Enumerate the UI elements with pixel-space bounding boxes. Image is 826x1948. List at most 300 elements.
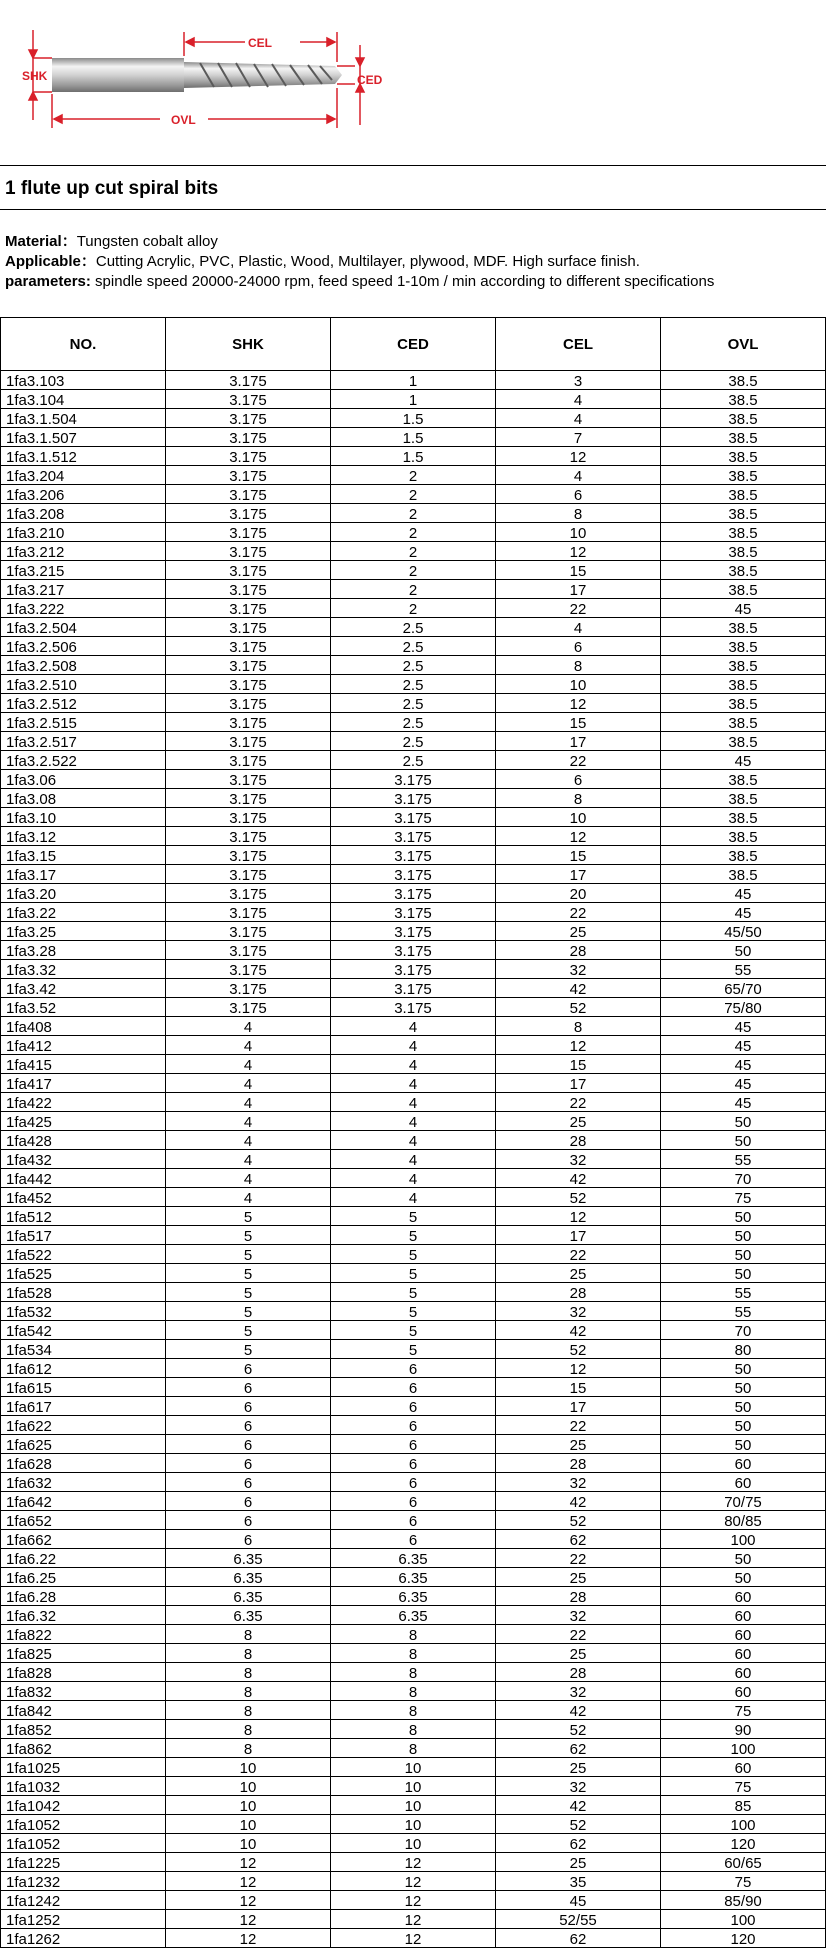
cell-no: 1fa612 [1, 1359, 166, 1378]
cell-ovl: 80 [661, 1340, 826, 1359]
header-ced: CED [331, 318, 496, 371]
table-row [1, 941, 826, 960]
table-row [1, 1568, 826, 1587]
cell-no: 1fa1052 [1, 1815, 166, 1834]
table-row [1, 903, 826, 922]
cell-cel: 12 [496, 694, 661, 713]
cell-no: 1fa825 [1, 1644, 166, 1663]
cell-no: 1fa1052 [1, 1834, 166, 1853]
table-row [1, 732, 826, 751]
cell-no: 1fa1232 [1, 1872, 166, 1891]
cell-cel: 62 [496, 1530, 661, 1549]
table-row [1, 485, 826, 504]
cell-ovl: 100 [661, 1530, 826, 1549]
cell-no: 1fa652 [1, 1511, 166, 1530]
cell-ovl: 60 [661, 1682, 826, 1701]
cell-no: 1fa422 [1, 1093, 166, 1112]
cell-no: 1fa3.2.508 [1, 656, 166, 675]
material-value: Tungsten cobalt alloy [76, 233, 218, 250]
cell-cel: 17 [496, 732, 661, 751]
cell-shk: 6 [166, 1473, 331, 1492]
cell-ced: 12 [331, 1853, 496, 1872]
cell-ovl: 38.5 [661, 466, 826, 485]
cell-shk: 8 [166, 1739, 331, 1758]
cell-no: 1fa6.32 [1, 1606, 166, 1625]
cell-no: 1fa615 [1, 1378, 166, 1397]
cell-ovl: 38.5 [661, 637, 826, 656]
cell-ovl: 85 [661, 1796, 826, 1815]
table-row [1, 979, 826, 998]
cell-cel: 22 [496, 1245, 661, 1264]
table-row [1, 1815, 826, 1834]
cell-no: 1fa528 [1, 1283, 166, 1302]
cell-ovl: 75/80 [661, 998, 826, 1017]
cell-shk: 3.175 [166, 390, 331, 409]
table-row [1, 542, 826, 561]
cell-shk: 4 [166, 1188, 331, 1207]
cell-cel: 22 [496, 1549, 661, 1568]
cell-shk: 8 [166, 1720, 331, 1739]
table-row [1, 694, 826, 713]
table-row [1, 1758, 826, 1777]
cell-ced: 2 [331, 599, 496, 618]
cell-cel: 4 [496, 466, 661, 485]
table-row [1, 884, 826, 903]
cell-cel: 42 [496, 1321, 661, 1340]
table-row [1, 1378, 826, 1397]
cell-shk: 8 [166, 1644, 331, 1663]
cell-ced: 10 [331, 1834, 496, 1853]
cell-ced: 12 [331, 1929, 496, 1948]
cell-no: 1fa432 [1, 1150, 166, 1169]
cell-shk: 3.175 [166, 542, 331, 561]
cell-ced: 4 [331, 1150, 496, 1169]
cell-cel: 32 [496, 960, 661, 979]
cell-no: 1fa3.10 [1, 808, 166, 827]
cell-cel: 52 [496, 998, 661, 1017]
cell-shk: 5 [166, 1283, 331, 1302]
cell-cel: 10 [496, 675, 661, 694]
cell-no: 1fa3.28 [1, 941, 166, 960]
cell-shk: 6 [166, 1530, 331, 1549]
cell-ced: 12 [331, 1872, 496, 1891]
cell-cel: 32 [496, 1150, 661, 1169]
table-row [1, 523, 826, 542]
cell-ced: 4 [331, 1074, 496, 1093]
cell-cel: 6 [496, 770, 661, 789]
cell-no: 1fa6.28 [1, 1587, 166, 1606]
cell-no: 1fa842 [1, 1701, 166, 1720]
table-row [1, 504, 826, 523]
cell-cel: 4 [496, 618, 661, 637]
cell-ced: 3.175 [331, 827, 496, 846]
cell-ced: 2.5 [331, 732, 496, 751]
cell-shk: 6 [166, 1511, 331, 1530]
cell-ovl: 60/65 [661, 1853, 826, 1872]
cell-shk: 5 [166, 1321, 331, 1340]
cell-cel: 12 [496, 1036, 661, 1055]
table-row [1, 447, 826, 466]
material-line [5, 232, 714, 252]
cell-no: 1fa452 [1, 1188, 166, 1207]
table-row [1, 1739, 826, 1758]
cell-ovl: 60 [661, 1625, 826, 1644]
cell-ced: 3.175 [331, 960, 496, 979]
cell-ced: 3.175 [331, 998, 496, 1017]
cell-cel: 7 [496, 428, 661, 447]
cell-ovl: 50 [661, 1416, 826, 1435]
cell-cel: 25 [496, 1568, 661, 1587]
table-row [1, 1777, 826, 1796]
cell-ovl: 100 [661, 1910, 826, 1929]
cell-no: 1fa442 [1, 1169, 166, 1188]
cell-ced: 4 [331, 1093, 496, 1112]
cell-shk: 3.175 [166, 618, 331, 637]
cell-shk: 4 [166, 1093, 331, 1112]
cell-shk: 6.35 [166, 1568, 331, 1587]
parameters-label: parameters: [5, 273, 91, 290]
cell-ovl: 38.5 [661, 542, 826, 561]
cell-shk: 8 [166, 1682, 331, 1701]
cell-shk: 3.175 [166, 675, 331, 694]
cell-no: 1fa622 [1, 1416, 166, 1435]
cell-no: 1fa3.2.512 [1, 694, 166, 713]
table-row [1, 1929, 826, 1948]
cell-cel: 22 [496, 751, 661, 770]
parameters-value: spindle speed 20000-24000 rpm, feed speed 1-10m / min according to different specifications [90, 273, 715, 290]
cell-shk: 3.175 [166, 561, 331, 580]
cell-ced: 6 [331, 1378, 496, 1397]
cell-ovl: 50 [661, 941, 826, 960]
cell-cel: 4 [496, 409, 661, 428]
cell-shk: 3.175 [166, 504, 331, 523]
cell-no: 1fa832 [1, 1682, 166, 1701]
cell-ced: 6 [331, 1530, 496, 1549]
cell-no: 1fa828 [1, 1663, 166, 1682]
cell-no: 1fa3.217 [1, 580, 166, 599]
cell-ovl: 38.5 [661, 675, 826, 694]
cell-shk: 6.35 [166, 1606, 331, 1625]
cell-no: 1fa3.1.512 [1, 447, 166, 466]
cell-ced: 3.175 [331, 865, 496, 884]
header-shk: SHK [166, 318, 331, 371]
cell-ced: 4 [331, 1169, 496, 1188]
table-row [1, 1853, 826, 1872]
cell-cel: 3 [496, 371, 661, 390]
cell-cel: 32 [496, 1473, 661, 1492]
cell-shk: 5 [166, 1207, 331, 1226]
table-row [1, 1701, 826, 1720]
cell-cel: 62 [496, 1929, 661, 1948]
cell-ced: 3.175 [331, 884, 496, 903]
cell-cel: 28 [496, 1283, 661, 1302]
table-row [1, 1264, 826, 1283]
cell-no: 1fa3.20 [1, 884, 166, 903]
cell-cel: 8 [496, 504, 661, 523]
cell-cel: 28 [496, 1587, 661, 1606]
cell-shk: 4 [166, 1150, 331, 1169]
cell-no: 1fa3.222 [1, 599, 166, 618]
table-row [1, 1549, 826, 1568]
cel-label: CEL [248, 36, 272, 50]
cell-cel: 62 [496, 1834, 661, 1853]
cell-no: 1fa542 [1, 1321, 166, 1340]
table-row [1, 1093, 826, 1112]
cell-ced: 2.5 [331, 694, 496, 713]
applicable-value: Cutting Acrylic, PVC, Plastic, Wood, Multilayer, plywood, MDF. High surface finish. [95, 253, 640, 270]
cell-shk: 3.175 [166, 865, 331, 884]
table-row [1, 1796, 826, 1815]
table-row [1, 1397, 826, 1416]
cell-ovl: 38.5 [661, 485, 826, 504]
cell-no: 1fa1225 [1, 1853, 166, 1872]
cell-ced: 5 [331, 1226, 496, 1245]
cell-ovl: 45 [661, 1093, 826, 1112]
cell-shk: 6.35 [166, 1587, 331, 1606]
cell-cel: 25 [496, 1264, 661, 1283]
cell-shk: 3.175 [166, 808, 331, 827]
cell-shk: 3.175 [166, 941, 331, 960]
cell-no: 1fa415 [1, 1055, 166, 1074]
cell-no: 1fa3.2.510 [1, 675, 166, 694]
cell-ovl: 50 [661, 1112, 826, 1131]
cell-no: 1fa522 [1, 1245, 166, 1264]
cell-ced: 10 [331, 1815, 496, 1834]
table-row [1, 1872, 826, 1891]
cell-shk: 3.175 [166, 713, 331, 732]
cell-no: 1fa6.22 [1, 1549, 166, 1568]
cell-cel: 6 [496, 637, 661, 656]
table-row [1, 1511, 826, 1530]
spec-table-body [1, 371, 826, 1948]
table-row [1, 1150, 826, 1169]
table-row [1, 1112, 826, 1131]
cell-shk: 5 [166, 1264, 331, 1283]
shk-label: SHK [22, 69, 48, 83]
cell-no: 1fa617 [1, 1397, 166, 1416]
cell-ovl: 38.5 [661, 428, 826, 447]
cell-ced: 10 [331, 1777, 496, 1796]
title-bar [0, 165, 826, 210]
cell-cel: 32 [496, 1777, 661, 1796]
cell-no: 1fa3.1.504 [1, 409, 166, 428]
table-row [1, 960, 826, 979]
cell-cel: 15 [496, 1378, 661, 1397]
cell-ced: 5 [331, 1283, 496, 1302]
cell-no: 1fa852 [1, 1720, 166, 1739]
cell-no: 1fa1242 [1, 1891, 166, 1910]
cell-shk: 12 [166, 1910, 331, 1929]
table-row [1, 675, 826, 694]
spec-table [0, 317, 826, 1948]
cell-ovl: 38.5 [661, 827, 826, 846]
cell-shk: 3.175 [166, 466, 331, 485]
cell-ced: 8 [331, 1720, 496, 1739]
cell-no: 1fa3.08 [1, 789, 166, 808]
cell-ced: 3.175 [331, 770, 496, 789]
cell-cel: 25 [496, 922, 661, 941]
cell-ovl: 38.5 [661, 732, 826, 751]
cell-ced: 6 [331, 1511, 496, 1530]
cell-no: 1fa628 [1, 1454, 166, 1473]
cell-ced: 3.175 [331, 922, 496, 941]
cell-shk: 3.175 [166, 656, 331, 675]
cell-ced: 8 [331, 1625, 496, 1644]
ced-label: CED [357, 73, 383, 87]
cell-ced: 2 [331, 580, 496, 599]
cell-no: 1fa3.17 [1, 865, 166, 884]
cell-ced: 4 [331, 1055, 496, 1074]
cell-ovl: 50 [661, 1359, 826, 1378]
cell-cel: 15 [496, 1055, 661, 1074]
cell-shk: 3.175 [166, 409, 331, 428]
spec-table-header [1, 318, 826, 371]
cell-shk: 10 [166, 1777, 331, 1796]
cell-ced: 6 [331, 1397, 496, 1416]
parameters-line [5, 272, 714, 292]
cell-ced: 6.35 [331, 1549, 496, 1568]
cell-shk: 8 [166, 1663, 331, 1682]
table-row [1, 1074, 826, 1093]
cell-ced: 8 [331, 1701, 496, 1720]
cell-cel: 12 [496, 542, 661, 561]
cell-cel: 8 [496, 1017, 661, 1036]
cell-ced: 2 [331, 523, 496, 542]
cell-ovl: 38.5 [661, 390, 826, 409]
cell-ced: 1.5 [331, 409, 496, 428]
cell-no: 1fa3.06 [1, 770, 166, 789]
cell-shk: 3.175 [166, 846, 331, 865]
cell-no: 1fa417 [1, 1074, 166, 1093]
cell-no: 1fa632 [1, 1473, 166, 1492]
cell-shk: 4 [166, 1131, 331, 1150]
cell-ced: 4 [331, 1131, 496, 1150]
cell-ced: 10 [331, 1796, 496, 1815]
cell-ced: 2.5 [331, 618, 496, 637]
cell-no: 1fa3.22 [1, 903, 166, 922]
table-row [1, 1834, 826, 1853]
table-row [1, 1188, 826, 1207]
cell-shk: 5 [166, 1302, 331, 1321]
cell-shk: 3.175 [166, 922, 331, 941]
cell-ced: 1 [331, 390, 496, 409]
cell-shk: 3.175 [166, 789, 331, 808]
cell-no: 1fa3.210 [1, 523, 166, 542]
cell-ced: 5 [331, 1264, 496, 1283]
cell-shk: 3.175 [166, 903, 331, 922]
table-row [1, 1720, 826, 1739]
cell-shk: 3.175 [166, 770, 331, 789]
cell-ovl: 38.5 [661, 523, 826, 542]
cell-shk: 4 [166, 1017, 331, 1036]
bit-shank [52, 58, 184, 92]
cell-cel: 10 [496, 808, 661, 827]
cell-ced: 3.175 [331, 846, 496, 865]
cell-no: 1fa428 [1, 1131, 166, 1150]
cell-no: 1fa3.1.507 [1, 428, 166, 447]
cell-cel: 28 [496, 1131, 661, 1150]
table-row [1, 808, 826, 827]
cell-ced: 3.175 [331, 903, 496, 922]
table-row [1, 922, 826, 941]
cell-ced: 2 [331, 542, 496, 561]
cell-cel: 15 [496, 846, 661, 865]
cell-shk: 3.175 [166, 751, 331, 770]
cell-ced: 6 [331, 1492, 496, 1511]
end-mill-illustration [0, 0, 826, 165]
table-row [1, 409, 826, 428]
cell-no: 1fa425 [1, 1112, 166, 1131]
table-row [1, 1891, 826, 1910]
cell-shk: 6 [166, 1454, 331, 1473]
cell-shk: 10 [166, 1758, 331, 1777]
cell-ovl: 38.5 [661, 770, 826, 789]
table-row [1, 1359, 826, 1378]
table-row [1, 390, 826, 409]
cell-no: 1fa534 [1, 1340, 166, 1359]
cell-no: 1fa862 [1, 1739, 166, 1758]
cell-ovl: 60 [661, 1454, 826, 1473]
cell-ced: 6 [331, 1416, 496, 1435]
cell-cel: 52 [496, 1815, 661, 1834]
cell-shk: 6 [166, 1397, 331, 1416]
cell-ovl: 75 [661, 1872, 826, 1891]
cell-no: 1fa3.204 [1, 466, 166, 485]
cell-cel: 32 [496, 1302, 661, 1321]
cell-ovl: 50 [661, 1131, 826, 1150]
cell-ced: 6.35 [331, 1568, 496, 1587]
cell-ovl: 60 [661, 1758, 826, 1777]
cell-ced: 3.175 [331, 789, 496, 808]
table-row [1, 580, 826, 599]
cell-shk: 5 [166, 1226, 331, 1245]
cell-no: 1fa1042 [1, 1796, 166, 1815]
cell-ovl: 50 [661, 1568, 826, 1587]
cell-shk: 3.175 [166, 485, 331, 504]
table-row [1, 1017, 826, 1036]
cell-cel: 25 [496, 1644, 661, 1663]
header-ovl: OVL [661, 318, 826, 371]
cell-shk: 3.175 [166, 599, 331, 618]
table-row [1, 637, 826, 656]
table-row [1, 1283, 826, 1302]
cell-cel: 10 [496, 523, 661, 542]
cell-ovl: 45 [661, 884, 826, 903]
cell-cel: 8 [496, 656, 661, 675]
cell-shk: 6 [166, 1435, 331, 1454]
cell-cel: 6 [496, 485, 661, 504]
cell-cel: 17 [496, 1226, 661, 1245]
cell-shk: 5 [166, 1245, 331, 1264]
cell-ovl: 50 [661, 1226, 826, 1245]
cell-shk: 4 [166, 1074, 331, 1093]
cell-ovl: 45/50 [661, 922, 826, 941]
cell-ced: 8 [331, 1682, 496, 1701]
cell-cel: 62 [496, 1739, 661, 1758]
cell-shk: 4 [166, 1169, 331, 1188]
cell-cel: 12 [496, 1207, 661, 1226]
cell-ovl: 45 [661, 1017, 826, 1036]
table-row [1, 1207, 826, 1226]
cell-ovl: 38.5 [661, 789, 826, 808]
cell-shk: 10 [166, 1815, 331, 1834]
table-row [1, 1435, 826, 1454]
cell-ovl: 38.5 [661, 865, 826, 884]
cell-shk: 3.175 [166, 580, 331, 599]
cell-ovl: 50 [661, 1207, 826, 1226]
cell-shk: 8 [166, 1625, 331, 1644]
table-row [1, 1226, 826, 1245]
